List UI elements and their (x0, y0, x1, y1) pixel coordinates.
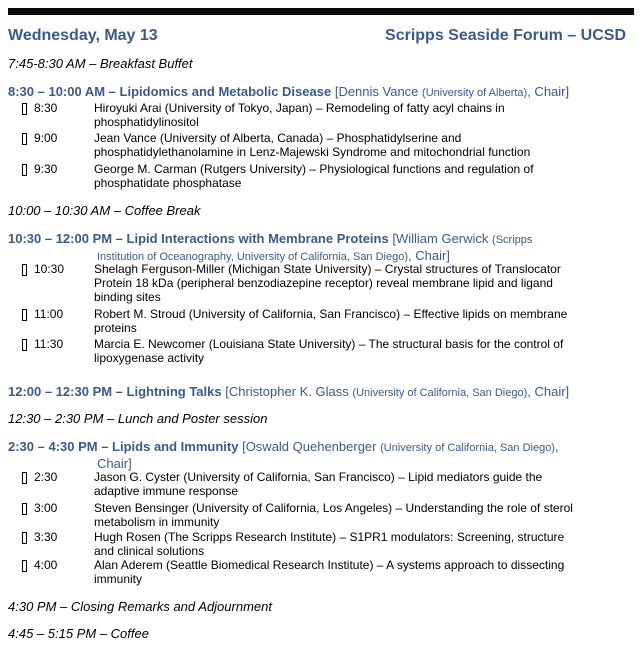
breakfast-item: 7:45-8:30 AM – Breakfast Buffet (8, 56, 193, 71)
checkbox-icon (22, 337, 32, 354)
talk-line: proteins (94, 321, 137, 335)
talk-time: 10:30 (34, 262, 65, 276)
session-title: 2:30 – 4:30 PM – Lipids and Immunity (8, 439, 239, 454)
session-4-header (8, 439, 628, 471)
venue-heading: Scripps Seaside Forum – UCSD (385, 27, 626, 44)
talk-line: immunity (94, 572, 143, 586)
session-chair: [Dennis Vance (University of Alberta), Chair] (334, 84, 570, 99)
talk-time: 9:00 (34, 131, 58, 145)
talk-row (22, 131, 622, 159)
talk-line: Marcia E. Newcomer (Louisiana State University) – The structural basis for the control of (94, 337, 564, 351)
checkbox-icon (22, 558, 32, 575)
lunch-item: 12:30 – 2:30 PM – Lunch and Poster session (8, 411, 268, 426)
top-rule (8, 8, 634, 15)
talk-row (22, 558, 622, 586)
talk-time: 11:30 (34, 337, 64, 351)
checkbox-icon (22, 131, 32, 148)
session-title: 8:30 – 10:00 AM – Lipidomics and Metabolic Disease (8, 84, 332, 99)
talk-line: Steven Bensinger (University of California, Los Angeles) – Understanding the role of sterol (94, 501, 573, 515)
session-title: 10:30 – 12:00 PM – Lipid Interactions with Membrane Proteins (8, 231, 389, 246)
talk-line: Alan Aderem (Seattle Biomedical Research Institute) – A systems approach to dissecting (94, 558, 565, 572)
checkbox-icon (22, 162, 32, 179)
session-2-header (8, 231, 628, 265)
talk-line: Shelagh Ferguson-Miller (Michigan State University) – Crystal structures of Translocator (94, 262, 561, 276)
talk-row (22, 307, 622, 335)
checkbox-icon (22, 501, 32, 518)
talk-time: 11:00 (34, 307, 64, 321)
talk-line: binding sites (94, 290, 161, 304)
talk-time: 3:30 (34, 530, 58, 544)
checkbox-icon (22, 262, 32, 279)
coffee-item: 4:45 – 5:15 PM – Coffee (8, 626, 149, 641)
session-3-header (8, 384, 628, 401)
talk-time: 8:30 (34, 101, 58, 115)
session-chair: [Christopher K. Glass (University of California, San Diego), Chair] (225, 384, 570, 399)
talk-row (22, 262, 622, 304)
talk-line: phosphatidylinositol (94, 115, 199, 129)
closing-item: 4:30 PM – Closing Remarks and Adjournment (8, 599, 272, 614)
checkbox-icon (22, 101, 32, 118)
talk-line: phosphatidate phosphatase (94, 176, 242, 190)
page-header (8, 27, 626, 45)
session-chair-cont: Chair] (97, 456, 132, 471)
session-chair: [William Gerwick (Scripps (392, 231, 533, 246)
talk-line: Hugh Rosen (The Scripps Research Institute) – S1PR1 modulators: Screening, structure (94, 530, 565, 544)
date-heading: Wednesday, May 13 (8, 27, 158, 44)
talk-line: Jean Vance (University of Alberta, Canada) – Phosphatidylserine and (94, 131, 462, 145)
talk-line: Jason G. Cyster (University of California, San Francisco) – Lipid mediators guide the (94, 470, 543, 484)
talk-time: 4:00 (34, 558, 58, 572)
session-title: 12:00 – 12:30 PM – Lightning Talks (8, 384, 222, 399)
talk-line: Protein 18 kDa (peripheral benzodiazepine receptor) reveal membrane lipid and ligand (94, 276, 553, 290)
talk-row (22, 470, 622, 498)
session-1-header (8, 84, 628, 101)
checkbox-icon (22, 530, 32, 547)
talk-line: lipoxygenase activity (94, 351, 205, 365)
talk-row (22, 337, 622, 365)
talk-line: Hiroyuki Arai (University of Tokyo, Japan) – Remodeling of fatty acyl chains in (94, 101, 505, 115)
session-chair: [Oswald Quehenberger (University of California, San Diego), (242, 439, 559, 454)
talk-line: phosphatidylethanolamine in Lenz-Majewski Syndrome and mitochondrial function (94, 145, 531, 159)
talk-time: 2:30 (34, 470, 58, 484)
talk-row (22, 162, 622, 190)
talk-time: 3:00 (34, 501, 58, 515)
talk-time: 9:30 (34, 162, 58, 176)
talk-line: Robert M. Stroud (University of California, San Francisco) – Effective lipids on membrane (94, 307, 568, 321)
checkbox-icon (22, 470, 32, 487)
talk-row (22, 530, 622, 558)
talk-row (22, 101, 622, 129)
talk-line: metabolism in immunity (94, 515, 220, 529)
talk-line: and clinical solutions (94, 544, 205, 558)
talk-line: adaptive immune response (94, 484, 239, 498)
session-chair-cont: Institution of Oceanography, University of California, San Diego), Chair] (97, 248, 450, 263)
checkbox-icon (22, 307, 32, 324)
talk-line: George M. Carman (Rutgers University) – Physiological functions and regulation of (94, 162, 534, 176)
talk-row (22, 501, 622, 529)
coffee-break-item: 10:00 – 10:30 AM – Coffee Break (8, 203, 201, 218)
